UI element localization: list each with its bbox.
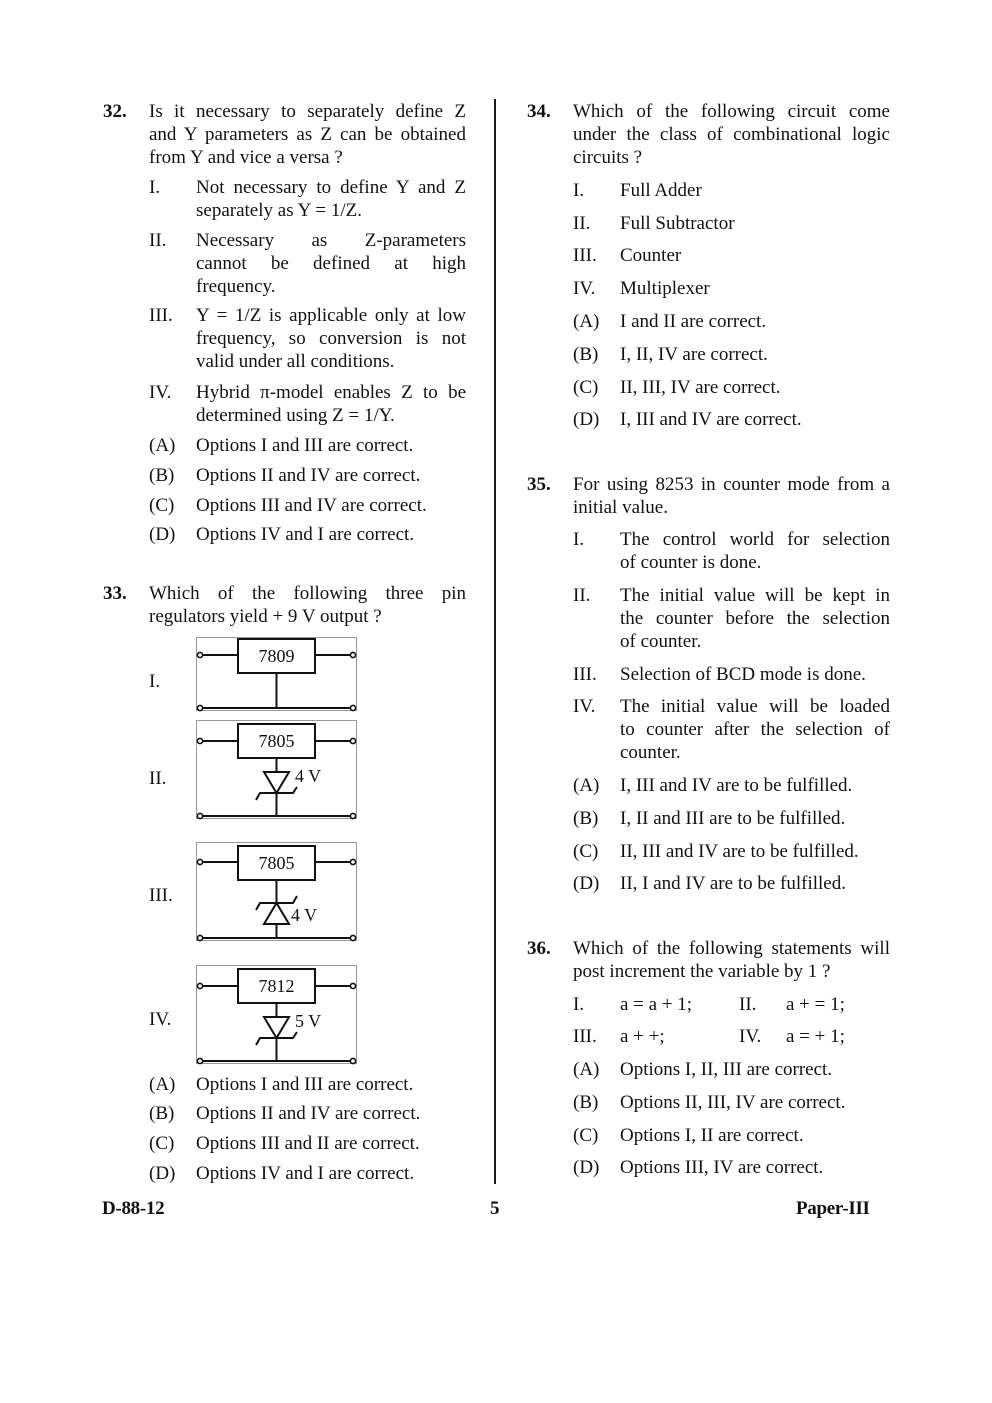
question-text: Which of the following statements will post increment the variable by 1 ?: [573, 938, 890, 982]
footer-page-number: 5: [490, 1198, 500, 1219]
question-number: 34.: [527, 101, 551, 122]
terminal-icon: [350, 705, 355, 710]
regulator-circuit-II: [192, 716, 362, 822]
svg-text:7805: 7805: [258, 731, 295, 751]
terminal-icon: [197, 652, 202, 657]
circuit-label-IV: IV.: [149, 1009, 172, 1030]
question-number: 33.: [103, 583, 127, 604]
zener-diode-icon: [264, 1017, 289, 1038]
column-divider: [494, 99, 496, 1184]
footer-paper-name: Paper-III: [796, 1198, 870, 1219]
circuit-label-II: II.: [149, 768, 167, 789]
regulator-circuit-III: [192, 838, 362, 944]
circuit-label-III: III.: [149, 885, 173, 906]
svg-text:7805: 7805: [258, 853, 295, 873]
question-text: Which of the following circuit come under the class of combinational logic circuits ?: [573, 101, 890, 168]
regulator-circuit-IV: [192, 961, 362, 1067]
svg-text:5 V: 5 V: [295, 1011, 322, 1031]
question-number: 35.: [527, 474, 551, 495]
svg-text:4 V: 4 V: [295, 766, 322, 786]
svg-text:7812: 7812: [258, 976, 295, 996]
question-text: Is it necessary to separately define Z and Y parameters as Z can be obtained from Y and vice a versa ?: [149, 101, 466, 168]
zener-diode-icon: [264, 903, 289, 924]
regulator-circuit-I: [192, 633, 362, 715]
ic-label: 7809: [258, 646, 295, 666]
zener-diode-icon: [264, 772, 289, 793]
svg-text:4 V: 4 V: [291, 905, 318, 925]
footer-paper-code: D-88-12: [102, 1198, 165, 1219]
circuit-label-I: I.: [149, 671, 161, 692]
terminal-icon: [197, 705, 202, 710]
question-number: 36.: [527, 938, 551, 959]
terminal-icon: [350, 652, 355, 657]
question-text: Which of the following three pin regulators yield + 9 V output ?: [149, 583, 466, 627]
question-number: 32.: [103, 101, 127, 122]
question-text: For using 8253 in counter mode from a initial value.: [573, 474, 890, 518]
